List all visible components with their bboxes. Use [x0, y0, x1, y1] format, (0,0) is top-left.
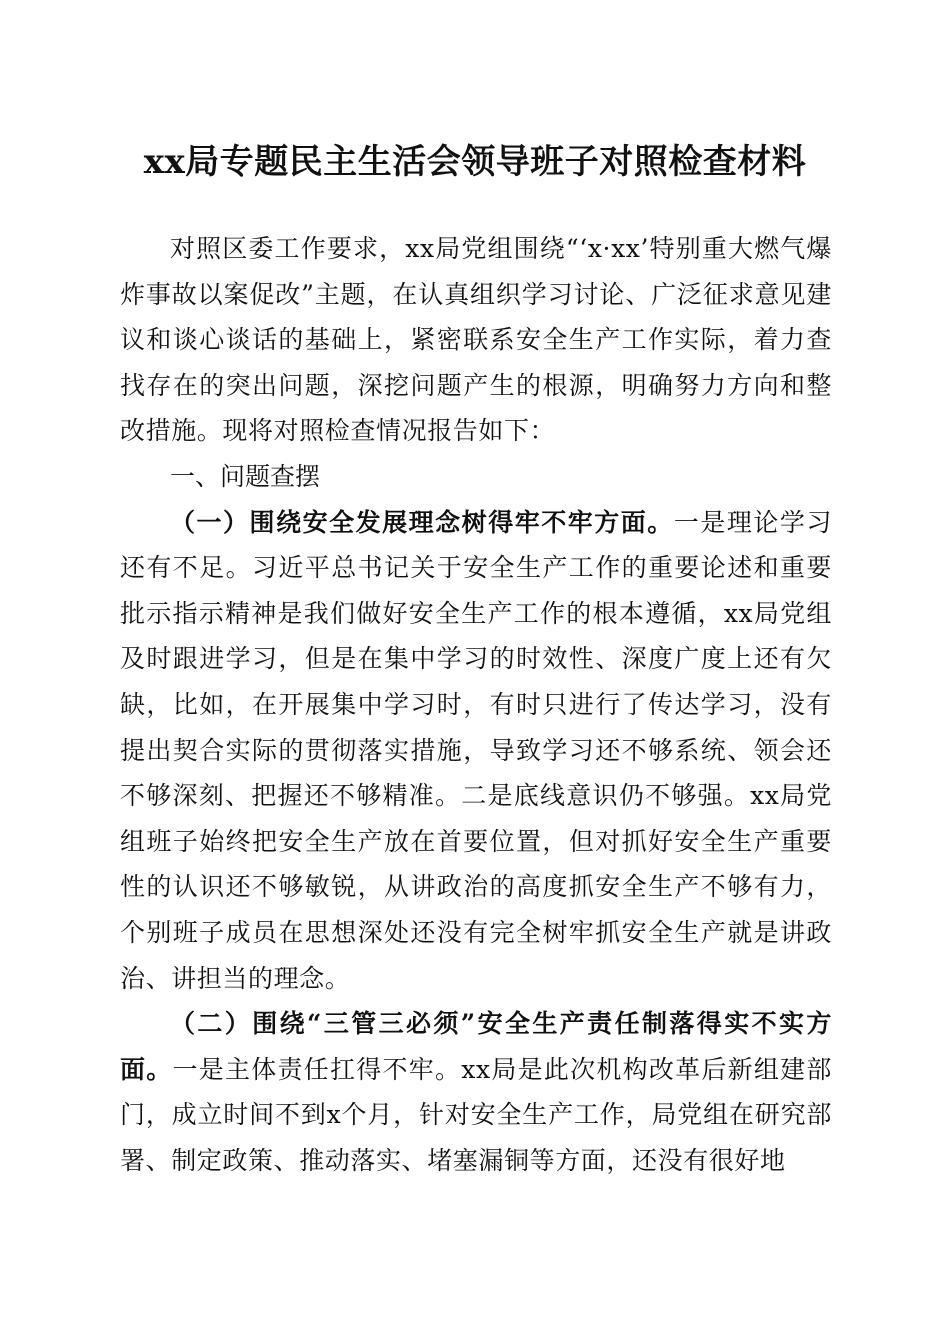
item-2-text: 一是主体责任扛得不牢。xx局是此次机构改革后新组建部门，成立时间不到x个月，针对安全生产工作，局党组在研究部署、制定政策、推动落实、堵塞漏铜等方面，还没有很好地 [120, 1054, 832, 1175]
item-1-lead: （一）围绕安全发展理念树得牢不牢方面。 [170, 507, 674, 537]
section-heading-problems: 一、问题查摆 [170, 461, 321, 491]
item-2-paragraph [120, 1001, 832, 1183]
item-1-text: 一是理论学习还有不足。习近平总书记关于安全生产工作的重要论述和重要批示指示精神是我们做好安全生产工作的根本遵循，xx局党组及时跟进学习，但是在集中学习的时效性、深度广度上还有欠缺，比如，在开展集中学习时，有时只进行了传达学习，没有提出契合实际的贯彻落实措施，导致学习还不够系统、领会还不够深刻、把握还不够精准。二是底线意识仍不够强。xx局党组班子始终把安全生产放在首要位置，但对抓好安全生产重要性的认识还不够敏锐，从讲政治的高度抓安全生产不够有力，个别班子成员在思想深处还没有完全树牢抓安全生产就是讲政治、讲担当的理念。 [120, 507, 832, 993]
document-body [120, 226, 832, 1183]
item-1-paragraph [120, 500, 832, 1002]
document-title: xx局专题民主生活会领导班子对照检查材料 [143, 142, 807, 182]
intro-paragraph: 对照区委工作要求，xx局党组围绕“‘x·xx’特别重大燃气爆炸事故以案促改”主题，在认真组织学习讨论、广泛征求意见建议和谈心谈话的基础上，紧密联系安全生产工作实际，着力查找存在的突出问题，深挖问题产生的根源，明确努力方向和整改措施。现将对照检查情况报告如下： [120, 234, 832, 446]
item-2-lead: （二）围绕“三管三必须”安全生产责任制落得实不实方面。 [120, 1009, 832, 1084]
